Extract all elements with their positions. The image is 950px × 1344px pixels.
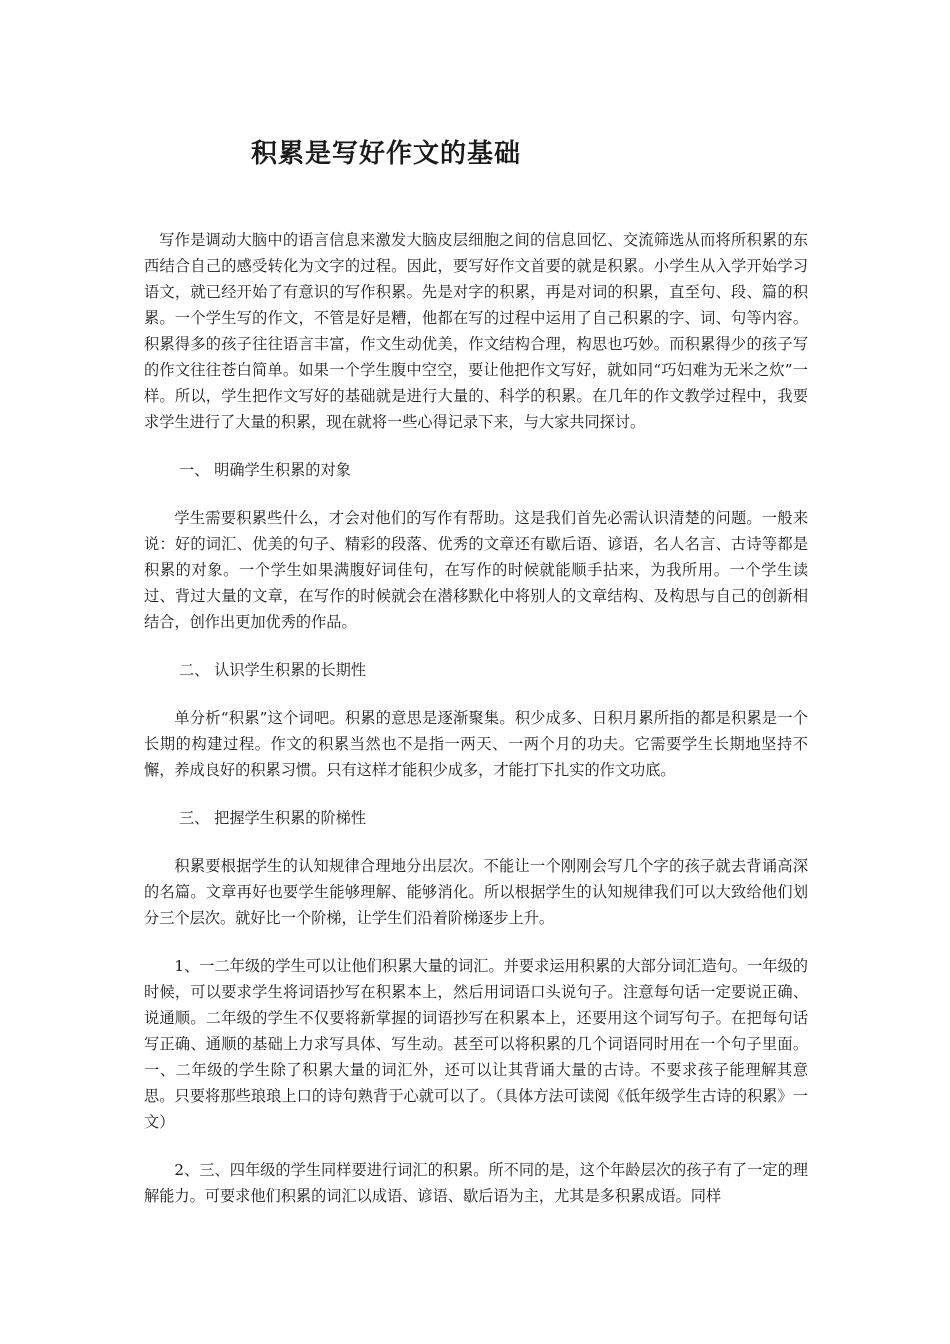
section-heading-1: 一、 明确学生积累的对象 <box>178 461 351 479</box>
document-title: 积累是写好作文的基础 <box>251 139 522 169</box>
section-paragraph-3: 积累要根据学生的认知规律合理地分出层次。不能让一个刚刚会写几个字的孩子就去背诵高深的名篇。文章再好也要学生能够理解、能够消化。所以根据学生的认知规律我们可以大致给他们划分三个层次。就好比一个阶梯，让学生们沿着阶梯逐步上升。 <box>144 857 808 927</box>
section-heading-3: 三、 把握学生积累的阶梯性 <box>178 809 367 827</box>
section-paragraph-2: 单分析“积累”这个词吧。积累的意思是逐渐聚集。积少成多、日积月累所指的都是积累是一个长期的构建过程。作文的积累当然也不是指一两天、一两个月的功夫。它需要学生长期地坚持不懈，养成良好的积累习惯。只有这样才能积少成多，才能打下扎实的作文功底。 <box>144 709 808 779</box>
level-paragraph-2: 2、三、四年级的学生同样要进行词汇的积累。所不同的是，这个年龄层次的孩子有了一定的理解能力。可要求他们积累的词汇以成语、谚语、歇后语为主，尤其是多积累成语。同样 <box>144 1161 808 1205</box>
level-paragraph-1: 1、一二年级的学生可以让他们积累大量的词汇。并要求运用积累的大部分词汇造句。一年级的时候，可以要求学生将词语抄写在积累本上，然后用词语口头说句子。注意每句话一定要说正确、说通顺。二年级的学生不仅要将新掌握的词语抄写在积累本上，还要用这个词写句子。在把每句话写正确、通顺的基础上力求写具体、写生动。甚至可以将积累的几个词语同时用在一个句子里面。一、二年级的学生除了积累大量的词汇外，还可以让其背诵大量的古诗。不要求孩子能理解其意思。只要将那些琅琅上口的诗句熟背于心就可以了。（具体方法可读阅《低年级学生古诗的积累》一文） <box>144 957 808 1131</box>
section-paragraph-1: 学生需要积累些什么，才会对他们的写作有帮助。这是我们首先必需认识清楚的问题。一般来说：好的词汇、优美的句子、精彩的段落、优秀的文章还有歇后语、谚语，名人名言、古诗等都是积累的对象。一个学生如果满腹好词佳句，在写作的时候就能顺手拈来，为我所用。一个学生读过、背过大量的文章，在写作的时候就会在潜移默化中将别人的文章结构、及构思与自己的创新相结合，创作出更加优秀的作品。 <box>144 509 808 631</box>
section-heading-2: 二、 认识学生积累的长期性 <box>178 661 367 679</box>
document-body <box>144 227 808 1231</box>
intro-paragraph: 写作是调动大脑中的语言信息来激发大脑皮层细胞之间的信息回忆、交流筛选从而将所积累的东西结合自己的感受转化为文字的过程。因此，要写好作文首要的就是积累。小学生从入学开始学习语文，就已经开始了有意识的写作积累。先是对字的积累，再是对词的积累，直至句、段、篇的积累。一个学生写的作文，不管是好是糟，他都在写的过程中运用了自己积累的字、词、句等内容。积累得多的孩子往往语言丰富，作文生动优美，作文结构合理，构思也巧妙。而积累得少的孩子写的作文往往苍白简单。如果一个学生腹中空空，要让他把作文写好，就如同“巧妇难为无米之炊”一样。所以，学生把作文写好的基础就是进行大量的、科学的积累。在几年的作文教学过程中，我要求学生进行了大量的积累，现在就将一些心得记录下来，与大家共同探讨。 <box>144 231 808 431</box>
